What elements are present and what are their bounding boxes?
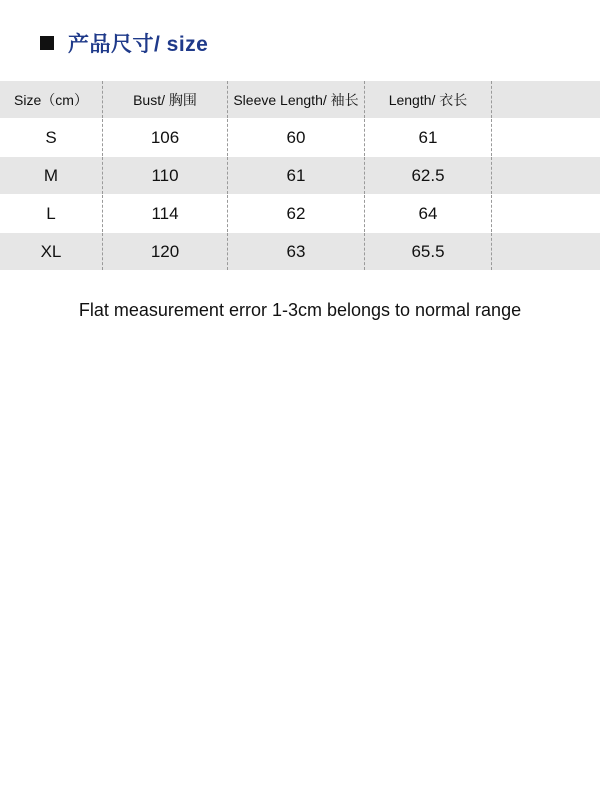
size-cell: M bbox=[0, 157, 103, 194]
bust-cell: 120 bbox=[103, 233, 228, 270]
size-table bbox=[0, 81, 600, 270]
bust-cell: 110 bbox=[103, 157, 228, 194]
sleeve-length-cell: 60 bbox=[228, 119, 365, 156]
sleeve-length-cell: 63 bbox=[228, 233, 365, 270]
column-header-empty bbox=[492, 81, 600, 118]
measurement-note: Flat measurement error 1-3cm belongs to normal range bbox=[78, 300, 522, 320]
sleeve-length-cell: 61 bbox=[228, 157, 365, 194]
length-cell: 64 bbox=[365, 195, 492, 232]
empty-cell bbox=[492, 195, 600, 232]
length-cell: 62.5 bbox=[365, 157, 492, 194]
sleeve-length-cell: 62 bbox=[228, 195, 365, 232]
length-cell: 65.5 bbox=[365, 233, 492, 270]
table-header-row bbox=[0, 81, 600, 118]
column-header-sleeve-length: Sleeve Length/ 袖长 bbox=[228, 81, 365, 118]
page-title: 产品尺寸/ size bbox=[68, 33, 209, 56]
size-header bbox=[40, 28, 208, 58]
column-header-bust: Bust/ 胸围 bbox=[103, 81, 228, 118]
table-row bbox=[0, 194, 600, 232]
size-cell: XL bbox=[0, 233, 103, 270]
length-cell: 61 bbox=[365, 119, 492, 156]
bust-cell: 114 bbox=[103, 195, 228, 232]
empty-cell bbox=[492, 157, 600, 194]
table-row bbox=[0, 232, 600, 270]
table-row bbox=[0, 118, 600, 156]
table-row bbox=[0, 156, 600, 194]
size-cell: S bbox=[0, 119, 103, 156]
size-cell: L bbox=[0, 195, 103, 232]
empty-cell bbox=[492, 119, 600, 156]
bust-cell: 106 bbox=[103, 119, 228, 156]
column-header-length: Length/ 衣长 bbox=[365, 81, 492, 118]
column-header-size: Size（cm） bbox=[0, 81, 103, 118]
empty-cell bbox=[492, 233, 600, 270]
square-bullet-icon bbox=[40, 36, 54, 50]
